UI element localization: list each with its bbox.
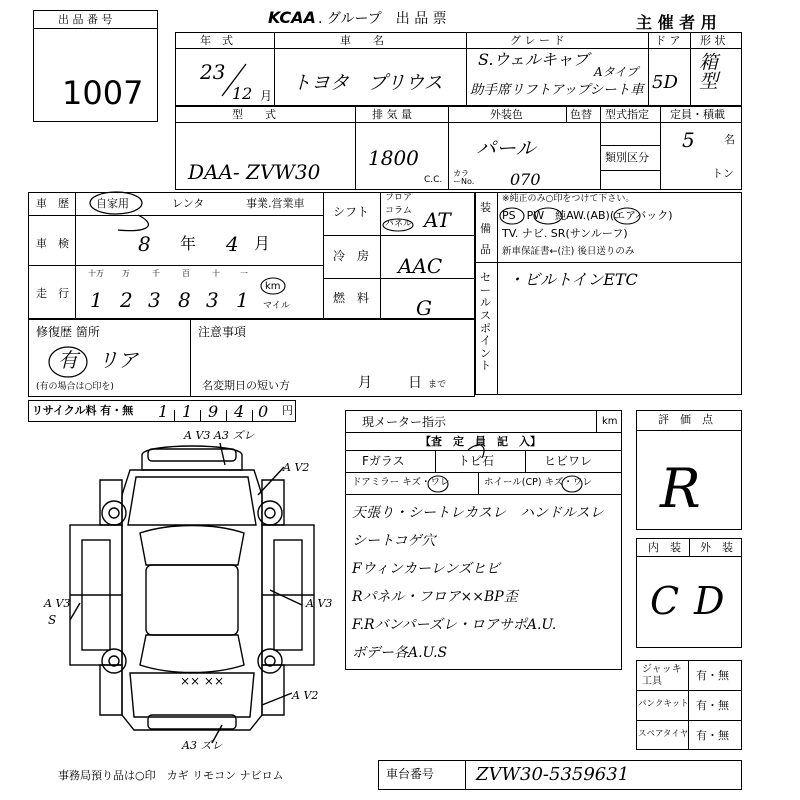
inspection-month-unit: 月	[254, 234, 271, 253]
repair-label: 修復歴 箇所	[36, 325, 100, 339]
fuel-value: G	[416, 296, 432, 320]
lot-number: 1007	[62, 74, 144, 112]
capacity-unit: 名	[724, 133, 735, 146]
brand-logo: KCAA	[268, 8, 316, 27]
mark-bottom: A3 ズレ	[182, 739, 223, 752]
f-glass-label: Fガラス	[362, 454, 405, 468]
history-label: 車 歴	[36, 197, 69, 210]
mark-left-mid2: S	[48, 613, 57, 627]
car-name-label: 車 名	[340, 34, 384, 47]
jack-label: ジャッキ工具	[642, 664, 682, 687]
model-designation-label: 型式指定	[605, 108, 649, 121]
recycle-label: リサイクル料 有・無	[32, 404, 134, 417]
equip-line1: PS PW 純AW.(AB)(エアバック)	[502, 209, 673, 222]
color-code-label: カラーNo.	[453, 169, 475, 186]
history-business: 事業.営業車	[246, 197, 305, 210]
exterior-value: D	[694, 579, 725, 623]
km-label: km	[265, 281, 281, 292]
spare-value: 有・無	[696, 729, 729, 742]
note-4: Rパネル・フロア××BP歪	[352, 589, 518, 605]
spare-label: スペアタイヤ	[638, 729, 689, 739]
mark-rear: ×× ××	[180, 674, 225, 688]
capacity-label: 定員・積載	[670, 108, 725, 121]
door-label: ド ア	[655, 34, 681, 47]
hibi-label: ヒビワレ	[544, 454, 593, 468]
shift-panel: パネル	[385, 219, 413, 229]
ton-unit: トン	[712, 167, 734, 180]
office-note: 事務局預り品は○印 カギ リモコン ナビロム	[58, 769, 284, 782]
displacement-label: 排 気 量	[372, 108, 412, 121]
equip-note: ※純正のみ○印をつけて下さい。	[502, 194, 635, 204]
equip-label: 装備品	[480, 201, 491, 256]
year-label: 年 式	[200, 34, 233, 47]
puncture-label: パンクキット	[638, 699, 689, 709]
expiry-until: まで	[428, 380, 447, 390]
fuel-label: 燃 料	[333, 291, 370, 305]
repair-note: (有の場合は○印を)	[36, 382, 114, 392]
organizer-label: 主 催 者 用	[636, 13, 717, 32]
model-label: 型 式	[232, 108, 276, 121]
history-rental: レンタ	[172, 197, 205, 210]
note-2: シートコゲ穴	[352, 533, 436, 549]
month-unit: 月	[260, 89, 273, 103]
note-1: 天張り・シートレカスレ ハンドルスレ	[352, 505, 604, 521]
equip-line3: 新車保証書←(注) 後日送りのみ	[502, 246, 635, 257]
expiry-month: 月	[358, 375, 372, 391]
jack-value: 有・無	[696, 669, 729, 682]
meter-label: 現メーター指示	[362, 415, 447, 429]
score-label: 評 価 点	[658, 413, 713, 426]
model-value: DAA- ZVW30	[188, 160, 321, 184]
mile-label: マイル	[263, 301, 290, 311]
mirror-label: ドアミラー キズ・ワレ	[352, 477, 450, 488]
grade-label: グ レ ー ド	[510, 34, 565, 47]
displacement-value: 1800	[368, 146, 419, 170]
lot-label: 出 品 番 号	[58, 13, 113, 26]
color-label: 外装色	[490, 108, 523, 121]
shift-value: AT	[424, 208, 451, 232]
puncture-value: 有・無	[696, 699, 729, 712]
interior-label: 内 装	[648, 541, 681, 554]
sales-point-value: ・ビルトインETC	[508, 270, 638, 289]
color-no-label: 色替	[570, 108, 592, 121]
expiry-label: 名変期日の短い方	[202, 379, 290, 392]
capacity-value: 5	[682, 128, 695, 152]
grade-line1: S.ウェルキャブ	[478, 50, 589, 69]
exterior-label: 外 装	[700, 541, 733, 554]
classification-label: 類別区分	[605, 151, 649, 164]
month-value: 12	[232, 84, 253, 103]
note-6: ボデー各A.U.S	[352, 645, 448, 661]
recycle-digits: 1 1 9 4 0 円	[158, 402, 293, 421]
note-3: Fウィンカーレンズヒビ	[352, 561, 500, 577]
shift-label: シフト	[333, 205, 370, 219]
score-value: R	[660, 457, 701, 520]
year-value: 23	[200, 60, 226, 84]
mark-right-mid: A V3	[306, 597, 333, 610]
inspector-label: 【査 定 員 記 入】	[420, 435, 541, 448]
repair-value: 有 リア	[58, 348, 138, 372]
shape-value: 箱型	[696, 52, 718, 90]
door-value: 5D	[652, 72, 678, 93]
grade-line2: Aタイプ	[594, 65, 639, 79]
ac-value: AAC	[398, 254, 443, 278]
mark-right-top: A V2	[283, 461, 310, 474]
cc-unit: C.C.	[424, 175, 443, 185]
mark-top: A V3 A3 ズレ	[184, 429, 255, 442]
mark-left-mid: A V3	[44, 597, 71, 610]
car-name-value: トヨタ プリウス	[292, 72, 443, 94]
note-5: F.Rバンパーズレ・ロアサポA.U.	[352, 617, 557, 633]
meter-unit: km	[602, 416, 618, 427]
notes-label: 注意事項	[198, 325, 247, 339]
sales-point-label: セールスポイント	[480, 271, 491, 373]
mark-right-bottom: A V2	[292, 689, 319, 702]
shift-floor: フロア	[385, 193, 413, 203]
chassis-label: 車台番号	[386, 767, 435, 781]
history-private: 自家用	[96, 197, 129, 210]
equip-line2: TV. ナビ. SR(サンルーフ)	[502, 227, 628, 240]
ac-label: 冷 房	[333, 249, 370, 263]
mileage-label: 走 行	[36, 287, 69, 300]
tobi-label: トビ石	[458, 454, 495, 468]
shift-column: コラム	[385, 206, 412, 216]
mileage-digits: 十万 万 千 百 十 一 1 2 3 8 3 1	[88, 269, 249, 312]
interior-value: C	[650, 579, 680, 623]
grade-line3: 助手席リフトアップシート車	[470, 82, 644, 98]
color-value: パール	[476, 136, 536, 160]
inspection-label: 車 検	[36, 237, 69, 250]
form-title: . グループ 出 品 票	[318, 11, 447, 27]
car-diagram	[30, 425, 350, 760]
chassis-value: ZVW30-5359631	[476, 764, 630, 785]
inspection-month: 4	[226, 232, 239, 256]
inspection-year: 8	[138, 232, 151, 256]
color-code-value: 070	[510, 170, 541, 189]
wheel-label: ホイール(CP) キズ・ワレ	[484, 477, 592, 488]
expiry-day: 日	[408, 375, 422, 391]
inspection-year-unit: 年	[180, 234, 197, 253]
shape-label: 形 状	[700, 34, 726, 47]
